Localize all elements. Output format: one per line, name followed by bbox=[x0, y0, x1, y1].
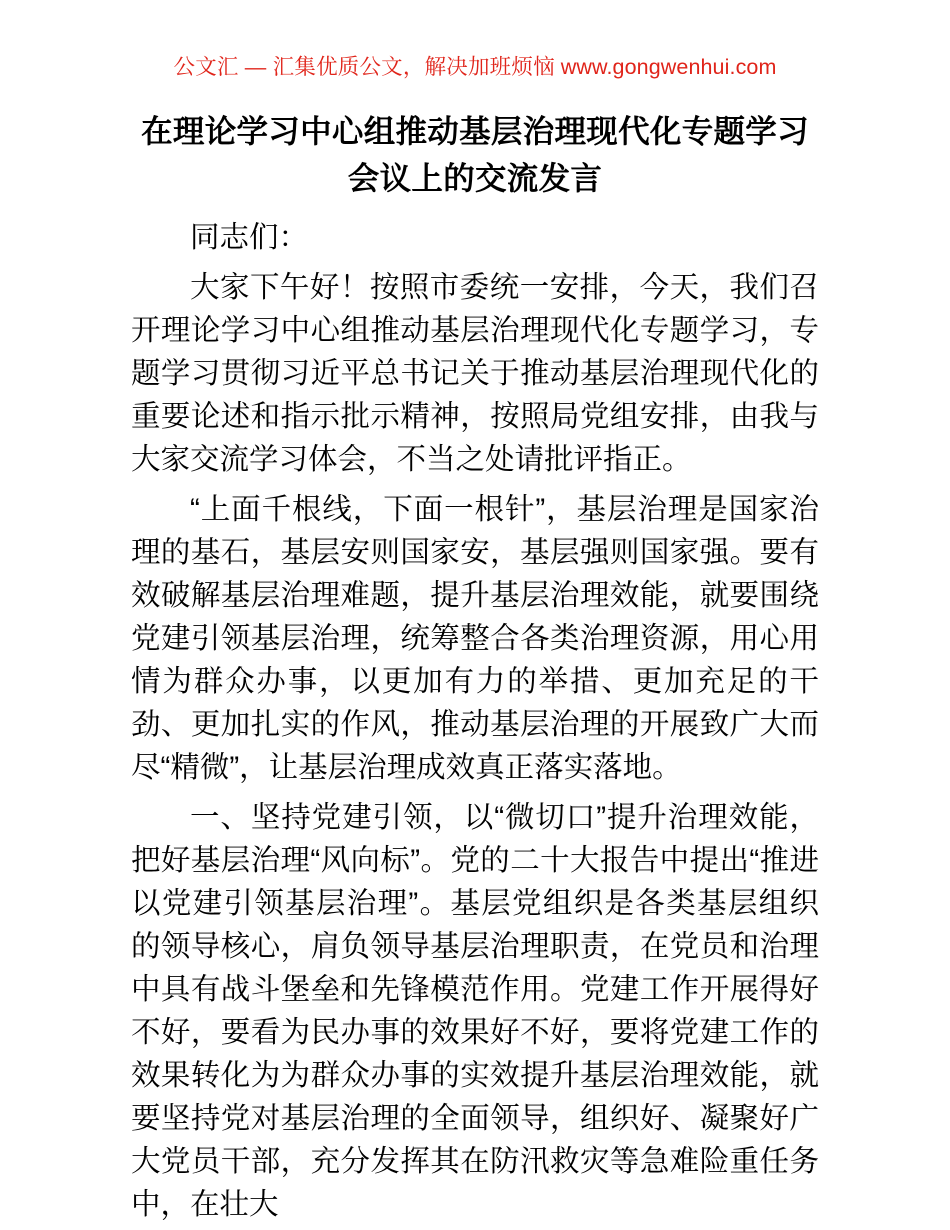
site-brand-text: 公文汇 — 汇集优质公文，解决加班烦恼 bbox=[173, 55, 555, 79]
paragraph-background: “上面千根线，下面一根针”，基层治理是国家治理的基石，基层安则国家安，基层强则国家强。要有效破解基层治理难题，提升基层治理效能，就要围绕党建引领基层治理，统筹整合各类治理资源，用心用情为群众办事，以更加有力的举措、更加充足的干劲、更加扎实的作风，推动基层治理的开展致广大而尽“精微”，让基层治理成效真正落实落地。 bbox=[131, 493, 819, 784]
site-watermark-header bbox=[0, 52, 950, 85]
page-title: 在理论学习中心组推动基层治理现代化专题学习会议上的交流发言 bbox=[141, 113, 809, 196]
document-body bbox=[131, 108, 819, 1226]
paragraph-salutation: 同志们： bbox=[190, 221, 309, 254]
paragraph-section-one: 一、坚持党建引领，以“微切口”提升治理效能，把好基层治理“风向标”。党的二十大报告中提出“推进以党建引领基层治理”。基层党组织是各类基层组织的领导核心，肩负领导基层治理职责，在党员和治理中具有战斗堡垒和先锋模范作用。党建工作开展得好不好，要看为民办事的效果好不好，要将党建工作的效果转化为为群众办事的实效提升基层治理效能，就要坚持党对基层治理的全面领导，组织好、凝聚好广大党员干部，充分发挥其在防汛救灾等急难险重任务中，在壮大 bbox=[131, 801, 819, 1221]
site-url-link[interactable]: www.gongwenhui.com bbox=[560, 55, 777, 79]
paragraph-opening: 大家下午好！按照市委统一安排，今天，我们召开理论学习中心组推动基层治理现代化专题学习，专题学习贯彻习近平总书记关于推动基层治理现代化的重要论述和指示批示精神，按照局党组安排，由我与大家交流学习体会，不当之处请批评指正。 bbox=[131, 271, 819, 476]
